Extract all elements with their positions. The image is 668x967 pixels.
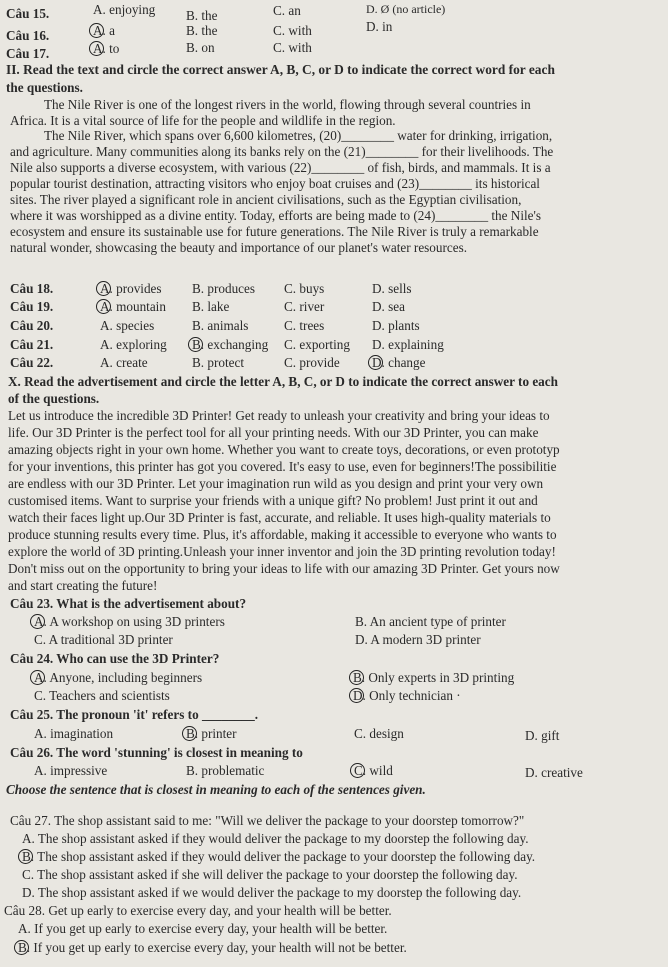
advert-passage-line: produce stunning results every time. Plus, it's affordable, making it accessible to everyone who wants to	[8, 527, 557, 542]
q18-option-c: C. buys	[284, 281, 325, 296]
q27-question: Câu 27. The shop assistant said to me: "Will we deliver the package to your doorstep tomorrow?"	[10, 813, 525, 828]
q26-option-a: A. impressive	[34, 763, 108, 778]
q28-question: Câu 28. Get up early to exercise every day, and your health will be better.	[4, 903, 392, 918]
q21-number: Câu 21.	[10, 337, 54, 352]
q24-question: Câu 24. Who can use the 3D Printer?	[10, 651, 220, 666]
nile-passage-line: popular tourist destination, attracting visitors who enjoy boat cruises and (23)________ its historical	[10, 176, 540, 191]
q19-option-d: D. sea	[372, 299, 405, 314]
q19-number: Câu 19.	[10, 299, 54, 314]
q24-option-d: D. Only technician ·	[353, 688, 461, 704]
q21-option-b: B. exchanging	[192, 337, 268, 353]
q16-number: Câu 16.	[6, 28, 50, 43]
q17-number: Câu 17.	[6, 46, 50, 61]
q21-option-d: D. explaining	[372, 337, 444, 352]
q28-option-a: A. If you get up early to exercise every day, your health will be better.	[18, 921, 388, 936]
q19-option-c: C. river	[284, 299, 325, 314]
nile-passage-line: The Nile River is one of the longest rivers in the world, flowing through several countries in	[44, 97, 531, 112]
q17-option-b: B. on	[186, 40, 215, 55]
q15-option-b: B. the	[186, 8, 218, 23]
advert-passage-line: and start creating the future!	[8, 578, 158, 593]
nile-passage-line: natural wonder, showcasing the beauty and importance of our planet's water resources.	[10, 240, 468, 255]
advert-passage-line: amazing objects right in your own home. Whether you want to create toys, decorations, or even prototyp	[8, 442, 560, 457]
section-x-instruction: X. Read the advertisement and circle the letter A, B, C, or D to indicate the correct answer to each	[8, 374, 558, 389]
q23-option-a: A. A workshop on using 3D printers	[34, 614, 225, 630]
q23-option-c: C. A traditional 3D printer	[34, 632, 173, 647]
q25-option-b: B. printer	[186, 726, 237, 742]
q15-number: Câu 15.	[6, 6, 50, 21]
q18-option-a: A. provides	[100, 281, 162, 297]
q26-option-d: D. creative	[525, 765, 583, 780]
advert-passage-line: explore the world of 3D printing.Unleash your inner inventor and join the 3D printing revolution today!	[8, 544, 556, 559]
q19-option-a: A. mountain	[100, 299, 166, 315]
q16-option-b: B. the	[186, 23, 218, 38]
q25-question: Câu 25. The pronoun 'it' refers to ________.	[10, 707, 259, 722]
q25-option-a: A. imagination	[34, 726, 114, 741]
advert-passage-line: Let us introduce the incredible 3D Printer! Get ready to unleash your creativity and bring your ideas to	[8, 408, 550, 423]
q18-option-b: B. produces	[192, 281, 255, 296]
q15-option-c: C. an	[273, 3, 301, 18]
q22-option-b: B. protect	[192, 355, 245, 370]
q26-option-c: C. wild	[354, 763, 393, 779]
section-ii-instruction-cont: the questions.	[6, 80, 83, 95]
q23-option-d: D. A modern 3D printer	[355, 632, 481, 647]
section-ii-instruction: II. Read the text and circle the correct answer A, B, C, or D to indicate the correct word for each	[6, 62, 555, 77]
advert-passage-line: customised items. Want to surprise your friends with a unique gift? No problem! Just print it out and	[8, 493, 538, 508]
q25-option-d: D. gift	[525, 728, 560, 743]
advert-passage-line: are endless with our 3D Printer. Let your imagination run wild as you design and print your very own	[8, 476, 544, 491]
q26-option-b: B. problematic	[186, 763, 265, 778]
q22-option-c: C. provide	[284, 355, 340, 370]
nile-passage-line: Nile also supports a diverse ecosystem, with various (22)________ of fish, birds, and mammals. It is a	[10, 160, 551, 175]
q27-option-c: C. The shop assistant asked if she will deliver the package to your doorstep the following day.	[22, 867, 518, 882]
advert-passage-line: watch their faces light up.Our 3D Printer is fast, accurate, and reliable. It uses high-quality materials to	[8, 510, 551, 525]
nile-passage-line: The Nile River, which spans over 6,600 kilometres, (20)________ water for drinking, irrigation,	[44, 128, 553, 143]
q22-number: Câu 22.	[10, 355, 54, 370]
q22-option-a: A. create	[100, 355, 148, 370]
q19-option-b: B. lake	[192, 299, 230, 314]
q23-question: Câu 23. What is the advertisement about?	[10, 596, 247, 611]
advert-passage-line: life. Our 3D Printer is the perfect tool for all your printing needs. With our 3D Printer, you can make	[8, 425, 539, 440]
q27-option-a: A. The shop assistant asked if they would deliver the package to my doorstep the following day.	[22, 831, 529, 846]
q20-option-a: A. species	[100, 318, 155, 333]
sentence-section-instruction: Choose the sentence that is closest in meaning to each of the sentences given.	[6, 782, 426, 797]
q22-option-d: D. change	[372, 355, 425, 371]
nile-passage-line: where it was worshipped as a divine entity. Today, efforts are being made to (24)________ the Nile's	[10, 208, 542, 223]
q16-option-d: D. in	[366, 19, 393, 34]
q16-option-c: C. with	[273, 23, 312, 38]
q18-option-d: D. sells	[372, 281, 412, 296]
advert-passage-line: Don't miss out on the opportunity to bring your ideas to life with our amazing 3D Printer. Get yours now	[8, 561, 560, 576]
q20-number: Câu 20.	[10, 318, 54, 333]
section-x-instruction-cont: of the questions.	[8, 391, 100, 406]
q25-option-c: C. design	[354, 726, 404, 741]
q18-number: Câu 18.	[10, 281, 54, 296]
q16-option-a: A. a	[93, 23, 115, 39]
q24-option-b: B. Only experts in 3D printing	[353, 670, 514, 686]
q24-option-c: C. Teachers and scientists	[34, 688, 170, 703]
q17-option-c: C. with	[273, 40, 312, 55]
q26-question: Câu 26. The word 'stunning' is closest in meaning to	[10, 745, 303, 760]
nile-passage-line: ecosystem and ensure its sustainable use for future generations. The Nile River is truly a remarkable	[10, 224, 539, 239]
q20-option-c: C. trees	[284, 318, 325, 333]
q27-option-d: D. The shop assistant asked if we would deliver the package to my doorstep the following day.	[22, 885, 522, 900]
q17-option-a: A. to	[93, 41, 119, 57]
advert-passage-line: for your inventions, this printer has got you covered. It's easy to use, even for beginners!The possibilitie	[8, 459, 557, 474]
nile-passage-line: and agriculture. Many communities along its banks rely on the (21)________ for their livelihoods. The	[10, 144, 554, 159]
q15-option-d: D. Ø (no article)	[366, 2, 446, 16]
q21-option-c: C. exporting	[284, 337, 350, 352]
nile-passage-line: sites. The river played a significant role in ancient civilisations, such as the Egyptian civilisation,	[10, 192, 522, 207]
q21-option-a: A. exploring	[100, 337, 167, 352]
q28-option-b: B. If you get up early to exercise every day, your health will not be better.	[18, 940, 407, 956]
nile-passage-line: Africa. It is a vital source of life for the people and wildlife in the region.	[10, 113, 396, 128]
q27-option-b: B. The shop assistant asked if they would deliver the package to your doorstep the following day.	[22, 849, 535, 865]
q15-option-a: A. enjoying	[93, 2, 156, 17]
q20-option-d: D. plants	[372, 318, 420, 333]
q20-option-b: B. animals	[192, 318, 249, 333]
q23-option-b: B. An ancient type of printer	[355, 614, 506, 629]
q24-option-a: A. Anyone, including beginners	[34, 670, 202, 686]
